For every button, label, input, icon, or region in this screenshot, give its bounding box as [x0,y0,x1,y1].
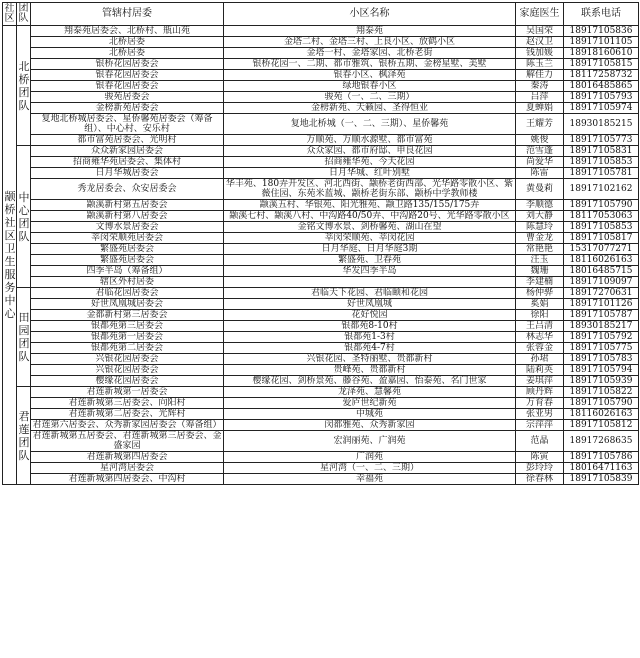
family-doctor-cell: 万育春 [516,398,564,409]
table-row [3,114,639,135]
table-row [3,376,639,387]
residential-area-cell: 花好悦园 [224,310,516,321]
phone-cell: 18917105822 [564,387,639,398]
family-doctor-cell: 姚俊 [516,135,564,146]
family-doctor-cell: 王耀芳 [516,114,564,135]
village-committee-cell: 君莲新城第三居委会、向阳村 [31,398,224,409]
residential-area-cell: 贵峰苑、贵都新村 [224,365,516,376]
phone-cell: 18917105853 [564,157,639,168]
phone-cell: 18917105817 [564,233,639,244]
header-phone: 联系电话 [564,3,639,26]
phone-cell: 18917105793 [564,92,639,103]
doctor-contact-table [2,2,639,485]
header-village-committee: 管辖村居委 [31,3,224,26]
village-committee-cell: 银春花园居委会 [31,81,224,92]
family-doctor-cell: 范晶 [516,431,564,452]
community-name: 颛桥社区卫生服务中心 [4,190,16,320]
team-cell [17,26,31,146]
village-committee-cell: 北桥居委 [31,37,224,48]
village-committee-cell: 颛溪新村第五居委会 [31,200,224,211]
family-doctor-cell: 范雪蓬 [516,146,564,157]
family-doctor-cell: 解佳力 [516,70,564,81]
residential-area-cell: 绿地银春小区 [224,81,516,92]
residential-area-cell: 颛溪五村、华银苑、阳光雅苑、颛卫路135/155/175弄 [224,200,516,211]
header-residential-area: 小区名称 [224,3,516,26]
residential-area-cell: 骏苑（一、二、三期） [224,92,516,103]
family-doctor-cell: 秦涛 [516,81,564,92]
family-doctor-cell: 陈玉兰 [516,59,564,70]
family-doctor-cell: 张蓉金 [516,343,564,354]
table-row [3,409,639,420]
residential-area-cell: 众众家园、都市府邸、申良花园 [224,146,516,157]
phone-cell: 18917109097 [564,277,639,288]
table-row [3,244,639,255]
phone-cell: 18917105939 [564,376,639,387]
phone-cell: 18016485865 [564,81,639,92]
table-row [3,288,639,299]
family-doctor-cell: 黄曼莉 [516,179,564,200]
team-name: 中心团队 [18,190,30,243]
table-row [3,222,639,233]
table-row [3,299,639,310]
village-committee-cell: 兴银花园居委会 [31,354,224,365]
family-doctor-cell: 徐春林 [516,474,564,485]
phone-cell: 18917105974 [564,103,639,114]
table-row [3,92,639,103]
community-cell [3,26,17,485]
table-row [3,81,639,92]
village-committee-cell: 文博水景居委会 [31,222,224,233]
village-committee-cell: 日月华城居委会 [31,168,224,179]
village-committee-cell: 君莲第六居委会、众秀新家园居委会（筹备组） [32,420,222,430]
family-doctor-cell: 林志华 [516,332,564,343]
village-committee-cell: 君临花园居委会 [31,288,224,299]
table-row [3,37,639,48]
village-committee-cell: 星河湾居委会 [31,463,224,474]
village-committee-cell: 繁盛苑居委会 [31,244,224,255]
table-body [3,26,639,485]
family-doctor-cell: 汪玉 [516,255,564,266]
phone-cell: 18117258732 [564,70,639,81]
header-row [3,3,639,26]
phone-cell: 18917105790 [564,200,639,211]
table-row [3,157,639,168]
phone-cell: 18016485715 [564,266,639,277]
village-committee-cell: 银春花园居委会 [31,70,224,81]
village-committee-cell: 兴银花园居委会 [31,365,224,376]
family-doctor-cell: 宗萍萍 [516,420,564,431]
residential-area-cell: 樱缘花园、剑桥景苑、藤谷苑、盈嘉园、怡泰苑、名门世家 [224,376,516,387]
table-row [3,332,639,343]
phone-cell: 18917105786 [564,452,639,463]
residential-area-cell: 金塔一村、金塔家园、北桥老街 [224,48,516,59]
table-row [3,321,639,332]
table-row [3,343,639,354]
family-doctor-cell: 顾丹辉 [516,387,564,398]
village-committee-cell: 樱缘花园居委会 [31,376,224,387]
table-row [3,310,639,321]
phone-cell: 18917105839 [564,474,639,485]
phone-cell: 18917102162 [564,179,639,200]
residential-area-cell: 金榜新苑、天籁园、圣得恒业 [224,103,516,114]
table-row [3,474,639,485]
header-family-doctor: 家庭医生 [516,3,564,26]
header-team: 团队 [18,3,29,24]
table-row [3,103,639,114]
table-row [3,365,639,376]
residential-area-cell: 星河湾（一、二、三期） [224,463,516,474]
residential-area-cell: 好世凤凰城 [224,299,516,310]
residential-area-cell: 中城苑 [224,409,516,420]
phone-cell: 18917105853 [564,222,639,233]
residential-area-cell: 兴银花园、圣特丽墅、贵都新村 [224,354,516,365]
residential-area-cell: 颛溪七村、颛溪八村、中沟路40/50弄、中沟路20号、光华路零散小区 [224,211,516,222]
phone-cell: 18117053063 [564,211,639,222]
phone-cell: 18917105794 [564,365,639,376]
table-row [3,354,639,365]
family-doctor-cell: 张亚男 [516,409,564,420]
village-committee-cell: 北桥居委 [31,48,224,59]
table-row [3,452,639,463]
family-doctor-cell: 杨仲骅 [516,288,564,299]
phone-cell: 18917105787 [564,310,639,321]
residential-area-cell: 招商雍华苑、今天花园 [224,157,516,168]
residential-area-cell: 广润苑 [224,452,516,463]
table-row [3,26,639,37]
phone-cell: 18917105783 [564,354,639,365]
village-committee-cell: 君莲新城第二居委会、光辉村 [31,409,224,420]
village-committee-cell: 四季半岛（筹备组） [31,266,224,277]
residential-area-cell: 银都苑4-7村 [224,343,516,354]
table-row [3,266,639,277]
table-row [3,398,639,409]
village-committee-cell: 翔泰苑居委会、北桥村、瓶山苑 [31,26,224,37]
family-doctor-cell: 陈慧玲 [516,222,564,233]
residential-area-cell: 幸福苑 [224,474,516,485]
phone-cell: 18116026163 [564,255,639,266]
table-row [3,431,639,452]
table-row [3,277,639,288]
team-cell [17,146,31,288]
village-committee-cell: 秀龙居委会、众安居委会 [31,179,224,200]
residential-area-cell: 万顺苑、万顺水源墅、都市富苑 [224,135,516,146]
team-cell [17,387,31,485]
residential-area-cell: 华发四季半岛 [224,266,516,277]
table-row [3,135,639,146]
residential-area-cell: 闵都雅苑、众秀新家园 [224,420,516,431]
residential-area-cell: 复地北桥城（一、二、三期）、星侨馨苑 [224,114,516,135]
village-committee-cell: 银都苑第二居委会 [31,343,224,354]
phone-cell: 18116026163 [564,409,639,420]
family-doctor-cell: 吕萍 [516,92,564,103]
family-doctor-cell: 钱加媛 [516,48,564,59]
phone-cell: 18917105836 [564,26,639,37]
village-committee-cell: 银都苑第一居委会 [31,332,224,343]
family-doctor-cell: 夏蝉娟 [516,103,564,114]
family-doctor-cell: 常艳艳 [516,244,564,255]
family-doctor-cell: 孙珺 [516,354,564,365]
village-committee-cell: 银桥花园居委会 [31,59,224,70]
family-doctor-cell: 徐阳 [516,310,564,321]
village-committee-cell: 都市富苑居委会、光明村 [31,135,224,146]
village-committee-cell: 辖区外村居委 [31,277,224,288]
family-doctor-cell: 陈雷 [516,168,564,179]
residential-area-cell: 日月华城、红叶别墅 [224,168,516,179]
village-committee-cell: 骏苑居委会 [31,92,224,103]
residential-area-cell: 华丰苑、180弄开发区、河北西街、颛桥老街西部、光华路零散小区、紫薇住园、东苑米蓝城、颛桥老街东部、颛桥中学教师楼 [224,179,516,200]
family-doctor-cell: 陆莉英 [516,365,564,376]
phone-cell: 18917105775 [564,343,639,354]
residential-area-cell: 日月华庭、日月华庭3期 [224,244,516,255]
table-row [3,70,639,81]
residential-area-cell: 银都苑1-3村 [224,332,516,343]
phone-cell: 18016471163 [564,463,639,474]
table-row [3,211,639,222]
family-doctor-cell: 姜琪萍 [516,376,564,387]
phone-cell: 18917105773 [564,135,639,146]
village-committee-cell: 好世凤凰城居委会 [31,299,224,310]
phone-cell: 18917105781 [564,168,639,179]
phone-cell: 18917105792 [564,332,639,343]
phone-cell: 18930185217 [564,321,639,332]
table-row [3,146,639,157]
phone-cell: 18917268635 [564,431,639,452]
table-row [3,463,639,474]
family-doctor-cell: 尚爱华 [516,157,564,168]
residential-area-cell: 莘闵荣顺苑、莘闵花园 [224,233,516,244]
village-committee-cell: 银都苑第三居委会 [31,321,224,332]
village-committee-cell: 招商雍华苑居委会、集体村 [31,157,224,168]
residential-area-cell: 宏润丽苑、广润苑 [224,431,516,452]
family-doctor-cell: 魏珊 [516,266,564,277]
family-doctor-cell: 奚娟 [516,299,564,310]
phone-cell: 18917105812 [564,420,639,431]
residential-area-cell: 翔泰苑 [224,26,516,37]
phone-cell: 18917105815 [564,59,639,70]
village-committee-cell: 莘闵荣顺苑居委会 [31,233,224,244]
residential-area-cell [224,277,516,288]
residential-area-cell: 银桥花园一、二期、都市雅筑、银桥五期、金榜星墅、美墅 [224,59,516,70]
residential-area-cell: 银都苑8-10村 [224,321,516,332]
village-committee-cell: 复地北桥城居委会、星侨馨苑居委会（筹备组）、中心村、安乐村 [31,114,224,135]
village-committee-cell: 金榜新苑居委会 [31,103,224,114]
table-row [3,200,639,211]
village-committee-cell: 君莲新城第一居委会 [31,387,224,398]
residential-area-cell: 金塔二村、金塔三村、上良小区、放鹤小区 [224,37,516,48]
family-doctor-cell: 彭玲玲 [516,463,564,474]
family-doctor-cell: 李建楠 [516,277,564,288]
residential-area-cell: 龙泽苑、慧馨苑 [224,387,516,398]
team-cell [17,288,31,387]
family-doctor-cell: 王吕清 [516,321,564,332]
family-doctor-cell: 吴国荣 [516,26,564,37]
family-doctor-cell: 李顺德 [516,200,564,211]
residential-area-cell: 爱庐世纪新苑 [224,398,516,409]
residential-area-cell: 银春小区、枫泽苑 [224,70,516,81]
table-row [3,48,639,59]
village-committee-cell: 金都新村第三居委会 [31,310,224,321]
phone-cell: 15317077271 [564,244,639,255]
table-row [3,255,639,266]
phone-cell: 18917101126 [564,299,639,310]
table-row [3,59,639,70]
team-name: 北桥团队 [18,59,30,112]
table-row [3,179,639,200]
phone-cell: 18917105831 [564,146,639,157]
residential-area-cell: 金铭文博水景、剑桥馨苑、湖山在望 [224,222,516,233]
table-row [3,387,639,398]
phone-cell: 18917101105 [564,37,639,48]
residential-area-cell: 繁盛苑、卫春苑 [224,255,516,266]
family-doctor-cell: 曹金龙 [516,233,564,244]
residential-area-cell: 君临天下花园、君临颐和花园 [224,288,516,299]
team-name: 君莲团队 [18,409,30,462]
header-community: 社区 [4,3,15,24]
phone-cell: 18918160610 [564,48,639,59]
family-doctor-cell: 陈寅 [516,452,564,463]
phone-cell: 18917270631 [564,288,639,299]
table-row [3,233,639,244]
village-committee-cell: 众众新家园居委会 [31,146,224,157]
village-committee-cell: 繁盛苑居委会 [31,255,224,266]
phone-cell: 18930185215 [564,114,639,135]
village-committee-cell: 颛溪新村第八居委会 [31,211,224,222]
village-committee-cell: 君莲新城第四居委会、中沟村 [31,474,224,485]
family-doctor-cell: 赵汉卫 [516,37,564,48]
phone-cell: 18917105790 [564,398,639,409]
family-doctor-cell: 刘大静 [516,211,564,222]
table-row [3,420,639,431]
village-committee-cell: 君莲新城第五居委会、君莲新城第三居委会、金盛家园 [32,431,222,451]
team-name: 田园团队 [18,311,30,363]
village-committee-cell: 君莲新城第四居委会 [31,452,224,463]
table-row [3,168,639,179]
